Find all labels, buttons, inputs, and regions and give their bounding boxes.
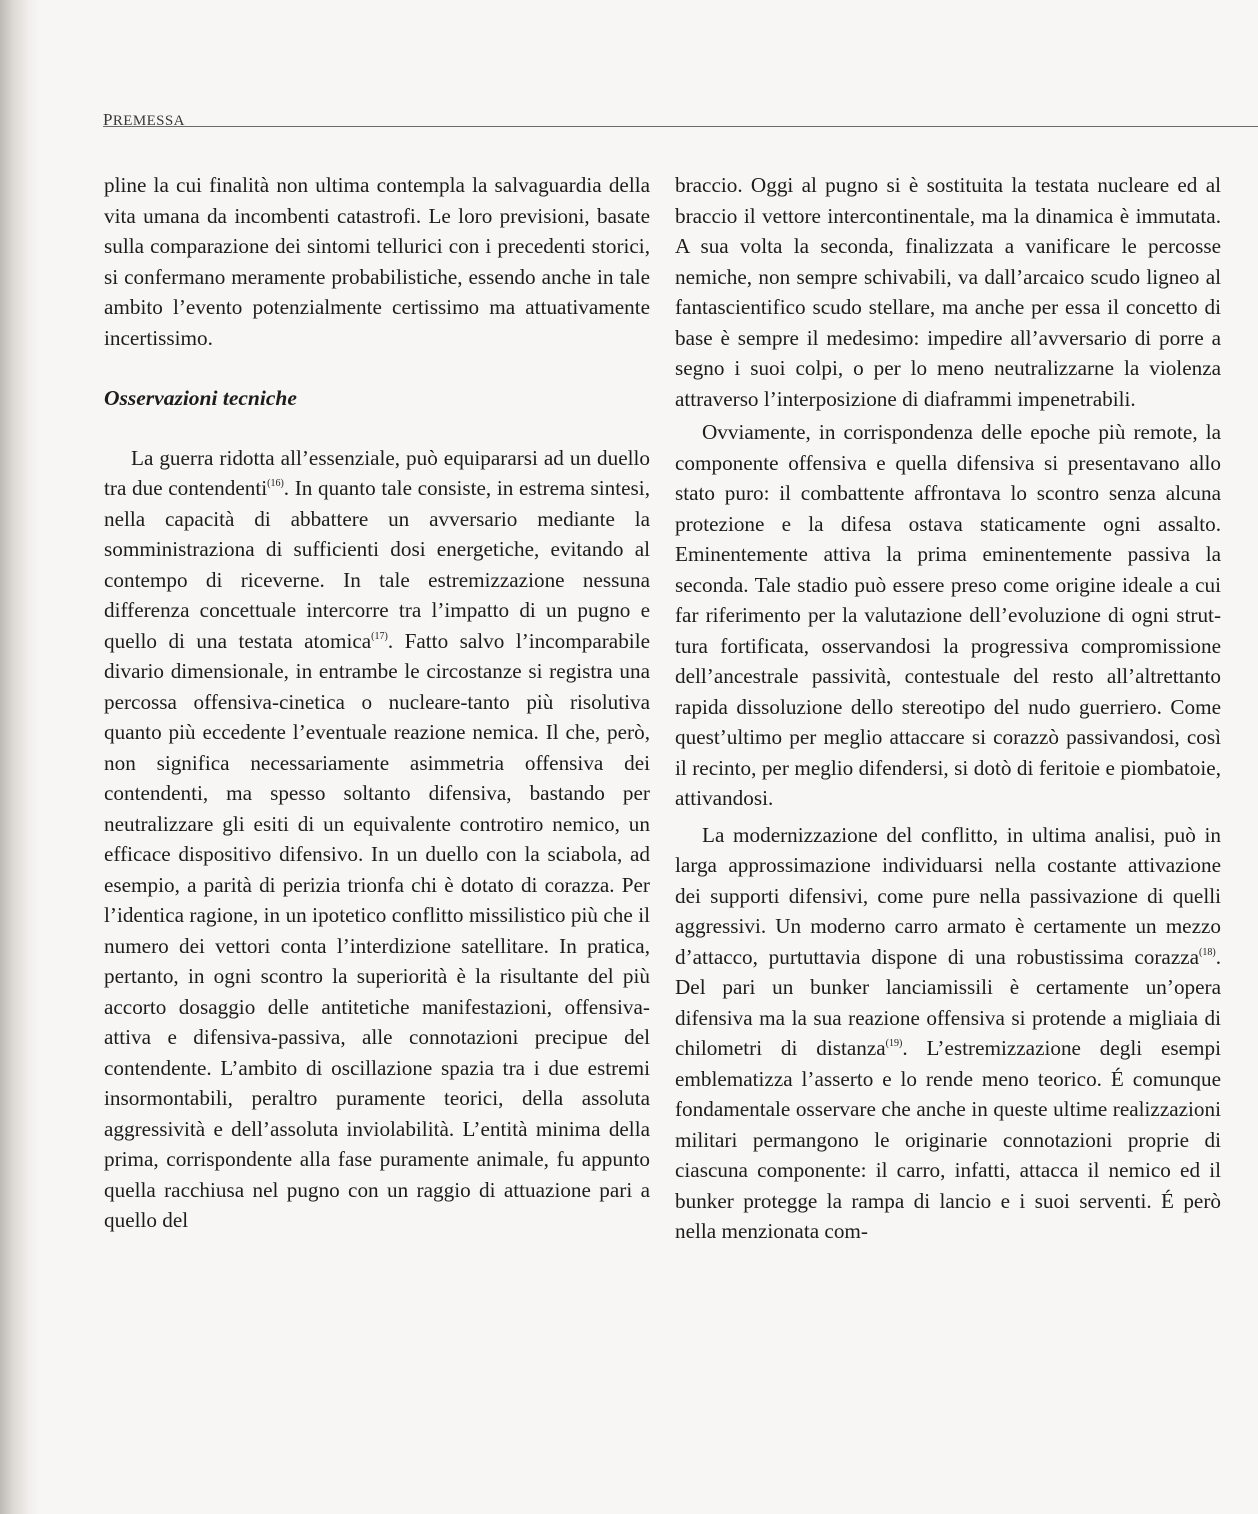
- right-paragraph-continuation: braccio. Oggi al pugno si è sostituita la testata nucleare ed al braccio il vettore intercontinentale, ma la dinamica è immutata. A sua volta la seconda, finalizzata a vanificare le percosse nemiche, non sempre schivabili, va dall’arcaico scudo ligneo al fantascientifico scudo stellare, ma anche per essa il concetto di base è sempre il medesimo: impedire all’avversario di porre a segno i suoi colpi, o per lo meno neutralizzarne la violenza attraverso l’interposizione di diaframmi impenetrabili.: [675, 173, 1221, 411]
- footnote-ref-16: (16): [267, 478, 284, 489]
- text-segment: . In quanto tale consiste, in estrema sintesi, nella capacità di abbattere un avversario mediante la somministraziona di sufficienti dosi energetiche, evitando al contempo di riceverne. In tale estremizzazione nessuna differenza concettuale intercorre tra l’impatto di un pugno e quello di una testata atomica: [104, 476, 650, 653]
- left-paragraph-continuation: pline la cui finalità non ultima contempla la salvaguardia della vita umana da incombenti catastrofi. Le loro previsioni, basate sulla comparazione dei sintomi tellurici con i precedenti storici, si confermano meramente probabilistiche, essendo anche in tale ambito l’evento potenzialmente certissimo ma attuativamente incertissimo.: [104, 173, 650, 350]
- left-paragraph-main: [104, 443, 650, 1236]
- text-segment: La guerra ridotta all’essenziale, può equipararsi ad un duello tra due contendenti: [104, 445, 650, 500]
- page-gutter-shadow: [0, 0, 40, 1514]
- text-segment: . L’estremizzazione degli esempi emblematizza l’asserto e lo rende meno teorico. É comunque fondamentale osservare che anche in queste ultime realizzazioni militari permangono le originarie connotazioni proprie di ciascuna componente: il carro, infatti, attacca il nemico ed il bunker protegge la rampa di lancio e i suoi serventi. É però nella menzionata com-: [675, 1036, 1221, 1243]
- right-paragraph-modernization: [675, 820, 1221, 1247]
- text-segment: . Del pari un bunker lanciamissili è certamente un’opera difensiva ma la sua reazione offensiva si protende a migliaia di chilometri di distanza: [675, 944, 1221, 1060]
- running-head: [103, 110, 185, 130]
- header-rule: [103, 126, 1258, 127]
- footnote-ref-18: (18): [1199, 946, 1216, 958]
- right-column: [675, 170, 1221, 1247]
- footnote-ref-17: (17): [371, 630, 388, 642]
- section-heading: Osservazioni tecniche: [104, 386, 297, 410]
- left-column: [104, 170, 650, 1236]
- running-head-rest: REMESSA: [112, 113, 185, 129]
- text-segment: . Fatto salvo l’incomparabile divario dimensionale, in entrambe le circostanze si registra una percossa offensiva-cinetica o nucleare-tanto più risolutiva quanto più eccedente l’eventuale reazione nemica. Il che, però, non significa necessariamente asimmetria offensiva dei contendenti, ma spesso soltanto difensiva, bastando per neutralizzare gli esiti di un equivalente controtiro nemico, un efficace dispositivo difensivo. In un duello con la sciabola, ad esempio, a parità di perizia trionfa chi è dotato di corazza. Per l’identica ragione, in un ipotetico conflitto missilistico più che il numero dei vettori conta l’interdizione satellitare. In pratica, pertanto, in ogni scontro la superiorità è la risultante del più accorto dosaggio delle antitetiche manifestazioni, offensiva-attiva e difensiva-passiva, alle connotazioni precipue del contendente. L’ambito di oscillazione spazia tra i due estremi insormontabili, peraltro puramente teorici, della assoluta aggressività e dell’assoluta inviolabilità. L’entità minima della prima, corrispondente alla fase puramente animale, fu appunto quella racchiusa nel pugno con un raggio di attuazione pari a quello del: [104, 628, 650, 1232]
- right-paragraph-epochs: Ovviamente, in corrispondenza delle epoche più remote, la componente offensiva e quella difensiva si presentavano allo stato puro: il combattente affrontava lo scontro senza alcuna protezione e la difesa ostava staticamente ogni assalto. Eminentemente attiva la prima eminentemente passiva la seconda. Tale stadio può essere preso come origine ideale a cui far riferimento per la valutazione dell’evoluzione di ogni struttura fortificata, osservandosi la progressiva compromissione dell’ancestrale passività, contestuale del resto all’altrettanto rapida dissoluzione dello stereotipo del nudo guerriero. Come quest’ultimo per meglio attaccare si corazzò passivandosi, così il recinto, per meglio difendersi, si dotò di feritoie e piombatoie, attivandosi.: [675, 420, 1221, 810]
- text-segment: La modernizzazione del conflitto, in ultima analisi, può in larga approssimazione individuarsi nella costante attivazione dei supporti difensivi, come pure nella passivazione di quelli aggressivi. Un moderno carro armato è certamente un mezzo d’attacco, purtuttavia dispone di una robustissima corazza: [675, 822, 1221, 969]
- running-head-initial: P: [103, 110, 113, 129]
- footnote-ref-19: (19): [885, 1038, 903, 1049]
